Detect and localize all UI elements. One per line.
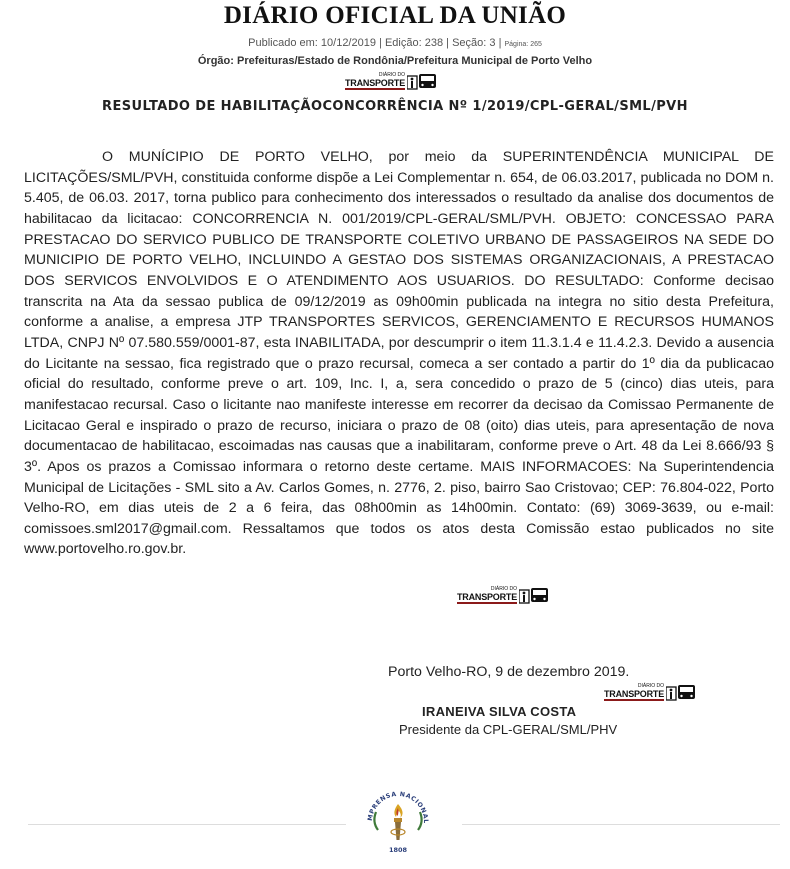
person-bus-icon <box>407 73 437 90</box>
person-bus-icon <box>519 587 549 604</box>
publication-info: Publicado em: 10/12/2019 | Edição: 238 | Seção: 3 | Página: 265 <box>248 37 542 49</box>
transporte-logo-header <box>345 72 437 90</box>
transporte-logo-body <box>457 586 549 604</box>
signer-role: Presidente da CPL-GERAL/SML/PHV <box>399 722 618 737</box>
signer-name: IRANEIVA SILVA COSTA <box>422 704 577 719</box>
page-label: Página: <box>504 41 529 48</box>
logo-top-text: DIÁRIO DO <box>637 683 665 689</box>
imprensa-nacional-seal <box>363 786 433 862</box>
footer-divider-right <box>462 824 780 825</box>
edition-label: Edição: <box>384 37 422 49</box>
torch-seal-icon <box>363 786 433 858</box>
masthead-title: DIÁRIO OFICIAL DA UNIÃO <box>223 2 567 29</box>
logo-transport-icons <box>666 684 696 701</box>
logo-top-text: DIÁRIO DO <box>490 586 518 592</box>
document-title: RESULTADO DE HABILITAÇÃOCONCORRÊNCIA Nº 1/2019/CPL-GERAL/SML/PVH <box>102 99 688 114</box>
logo-transport-icons <box>407 73 437 90</box>
organ-value: Prefeituras/Estado de Rondônia/Prefeitura Municipal de Porto Velho <box>237 55 593 67</box>
logo-top-text: DIÁRIO DO <box>378 72 406 78</box>
published-date: 10/12/2019 <box>320 37 376 49</box>
person-bus-icon <box>666 684 696 701</box>
logo-main-text: TRANSPORTE <box>457 592 518 602</box>
published-label: Publicado em: <box>248 37 318 49</box>
place-and-date: Porto Velho-RO, 9 de dezembro 2019. <box>388 664 630 680</box>
seal-text: MPRENSA NACIONAL <box>366 790 430 824</box>
logo-main-text: TRANSPORTE <box>604 689 665 699</box>
logo-main-text: TRANSPORTE <box>345 78 406 88</box>
logo-transport-icons <box>519 587 549 604</box>
organ-label: Órgão: <box>197 55 234 67</box>
section-number: 3 <box>489 37 496 49</box>
page-number: 265 <box>530 41 542 48</box>
edition-number: 238 <box>424 37 444 49</box>
seal-year: 1808 <box>388 846 408 854</box>
document-body: O MUNÍCIPIO DE PORTO VELHO, por meio da SUPERINTENDÊNCIA MUNICIPAL DE LICITAÇÕES/SML/PVH, constituida conforme dispõe a Lei Complementar n. 654, de 06.03.2017, publicada no DOM n. 5.405, de 06.03. 2017, torna publico para conhecimento dos interessados o resultado da analise dos documentos de habilitacao da licitacao: CONCORRENCIA N. 001/2019/CPL-GERAL/SML/PVH. OBJETO: CONCESSAO PARA PRESTACAO DO SERVICO PUBLICO DE TRANSPORTE COLETIVO URBANO DE PASSAGEIROS NA SEDE DO MUNICIPIO DE PORTO VELHO, INCLUINDO A GESTAO DOS SISTEMAS ORGANIZACIONAIS, A PRESTACAO DOS SERVICOS ENVOLVIDOS E O ATENDIMENTO AOS USUARIOS. DO RESULTADO: Conforme decisao transcrita na Ata da sessao publica de 09/12/2019 as 09h00min publicada na integra no sitio desta Prefeitura, conforme a analise, a empresa JTP TRANSPORTES SERVICOS, GERENCIAMENTO E RECURSOS HUMANOS LTDA, CNPJ Nº 07.580.559/0001-87, esta INABILITADA, por descumprir o item 11.3.1.4 e 11.4.2.3. Devido a ausencia do Licitante na sessao, fica registrado que o prazo recursal, comeca a ser contado a partir do 1º dia da publicacao oficial do resultado, conforme preve o art. 109, Inc. I, a, sera concedido o prazo de 5 (cinco) dias uteis, para manifestacao recursal. Caso o licitante nao manifeste interesse em recorrer da decisao da Comissao Permanente de Licitacao Geral e inspirado o prazo de recurso, iniciara o prazo de 08 (oito) dias uteis, para apresentação de nova documentacao de habilitacao, escoimadas nas causas que a inabilitaram, conforme preve o Art. 48 da Lei 8.666/93 § 3º. Apos os prazos a Comissao informara o retorno deste certame. MAIS INFORMACOES: Na Superintendencia Municipal de Licitações - SML sito a Av. Carlos Gomes, n. 2776, 2. piso, bairro Sao Cristovao; CEP: 76.804-022, Porto Velho-RO, em dias uteis de 2 a 6 feira, das 08h00min as 14h00min. Contato: (69) 3069-3639, ou e-mail: comissoes.sml2017@gmail.com. Ressaltamos que todos os atos desta Comissão estao publicados no site www.portovelho.ro.gov.br. <box>24 149 774 558</box>
transporte-logo-signature <box>604 683 696 701</box>
footer-divider-left <box>28 824 346 825</box>
organ-line <box>0 55 790 67</box>
section-label: Seção: <box>452 37 487 49</box>
